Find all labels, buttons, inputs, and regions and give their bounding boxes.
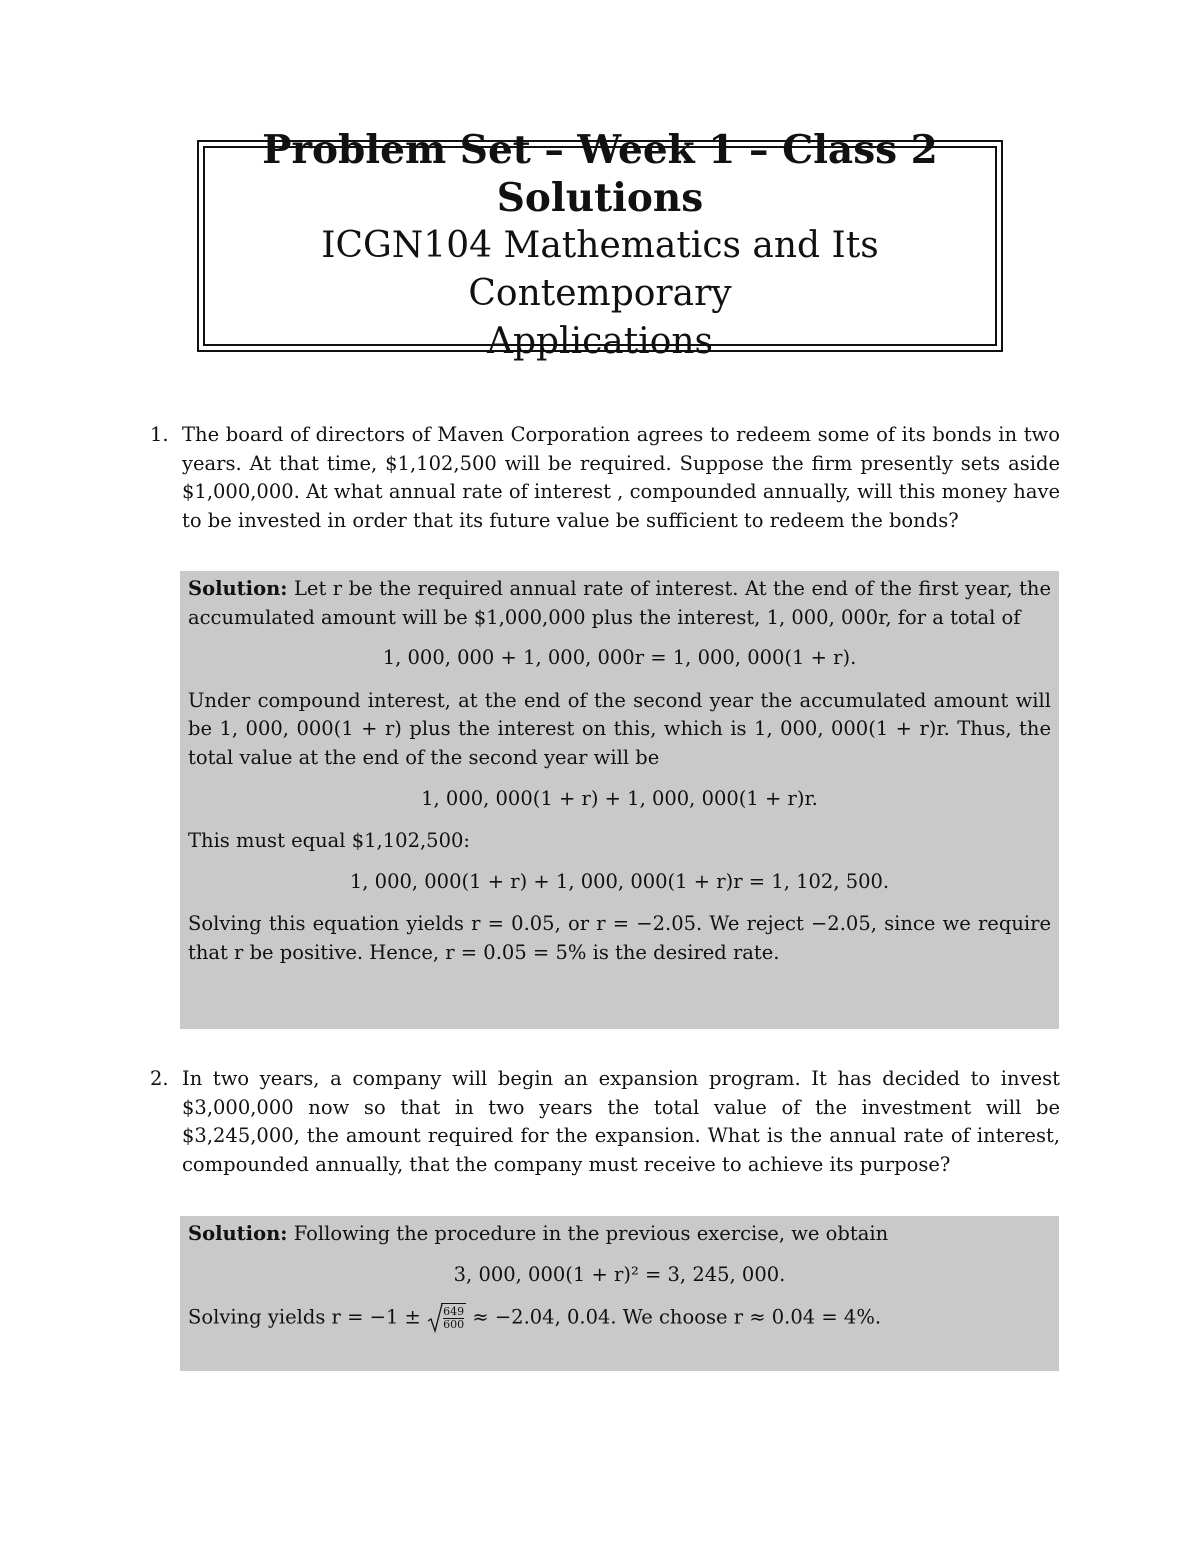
equation-1: 3, 000, 000(1 + r)² = 3, 245, 000. [453, 1262, 786, 1286]
title-line-2: Solutions [496, 175, 704, 221]
problem-question: The board of directors of Maven Corporation agrees to redeem some of its bonds in two years. At that time, $1,102,500 will be required. Suppose the firm presently sets aside $1,000,000. At what annual rate of interest , compounded annually, will this money have to be invested in order that its future value be sufficient to redeem the bonds? [182, 423, 1060, 532]
final-suffix: ≈ −2.04, 0.04. We choose r ≈ 0.04 = 4%. [472, 1305, 882, 1329]
final-prefix: Solving yields r = −1 ± [188, 1305, 421, 1329]
title-box [197, 127, 1003, 362]
solution-text: Following the procedure in the previous exercise, we obtain [293, 1222, 889, 1245]
course-name-line-1: ICGN104 Mathematics and Its Contemporary [321, 225, 879, 314]
solution-paragraph-2: Under compound interest, at the end of the second year the accumulated amount will be 1, 000, 000(1 + r) plus the interest on this, which is 1, 000, 000(1 + r)r. Thus, the total value at the end of the second year will be [188, 688, 1051, 769]
solution-paragraph-3: This must equal $1,102,500: [188, 829, 470, 853]
solution-box-1 [180, 571, 1059, 1029]
fraction-denominator: 600 [443, 1318, 465, 1332]
title-inner-frame [203, 127, 997, 362]
fraction-numerator: 649 [443, 1305, 465, 1319]
solution-box-2 [180, 1216, 1059, 1371]
solution-text: Let r be the required annual rate of interest. At the end of the first year, the accumulated amount will be $1,000,000 plus the interest, 1, 000, 000r, for a total of [188, 577, 1052, 629]
problem-1 [150, 421, 1060, 535]
sqrt-expression [427, 1303, 466, 1333]
equation-1: 1, 000, 000 + 1, 000, 000r = 1, 000, 000(1 + r). [382, 646, 857, 670]
problem-question: In two years, a company will begin an expansion program. It has decided to invest $3,000,000 now so that in two years the total value of the investment will be $3,245,000, the amount required for the expansion. What is the annual rate of interest, compounded annually, that the company must receive to achieve its purpose? [182, 1067, 1060, 1176]
solution-label: Solution: [188, 577, 288, 600]
solution-final [188, 1303, 1051, 1333]
solution-paragraph-1 [188, 1220, 1051, 1249]
title-line-1: Problem Set – Week 1 – Class 2 [262, 127, 938, 173]
course-name-line-2: Applications [486, 321, 714, 362]
problem-number: 2. [150, 1067, 169, 1090]
equation-2: 1, 000, 000(1 + r) + 1, 000, 000(1 + r)r. [421, 786, 818, 810]
equation-3: 1, 000, 000(1 + r) + 1, 000, 000(1 + r)r = 1, 102, 500. [349, 869, 890, 893]
problem-number: 1. [150, 423, 169, 446]
problem-2 [150, 1065, 1060, 1179]
solution-paragraph-4: Solving this equation yields r = 0.05, or r = −2.05. We reject −2.05, since we require that r be positive. Hence, r = 0.05 = 5% is the desired rate. [188, 912, 1051, 964]
solution-paragraph-1 [188, 575, 1051, 632]
solution-label: Solution: [188, 1222, 288, 1245]
